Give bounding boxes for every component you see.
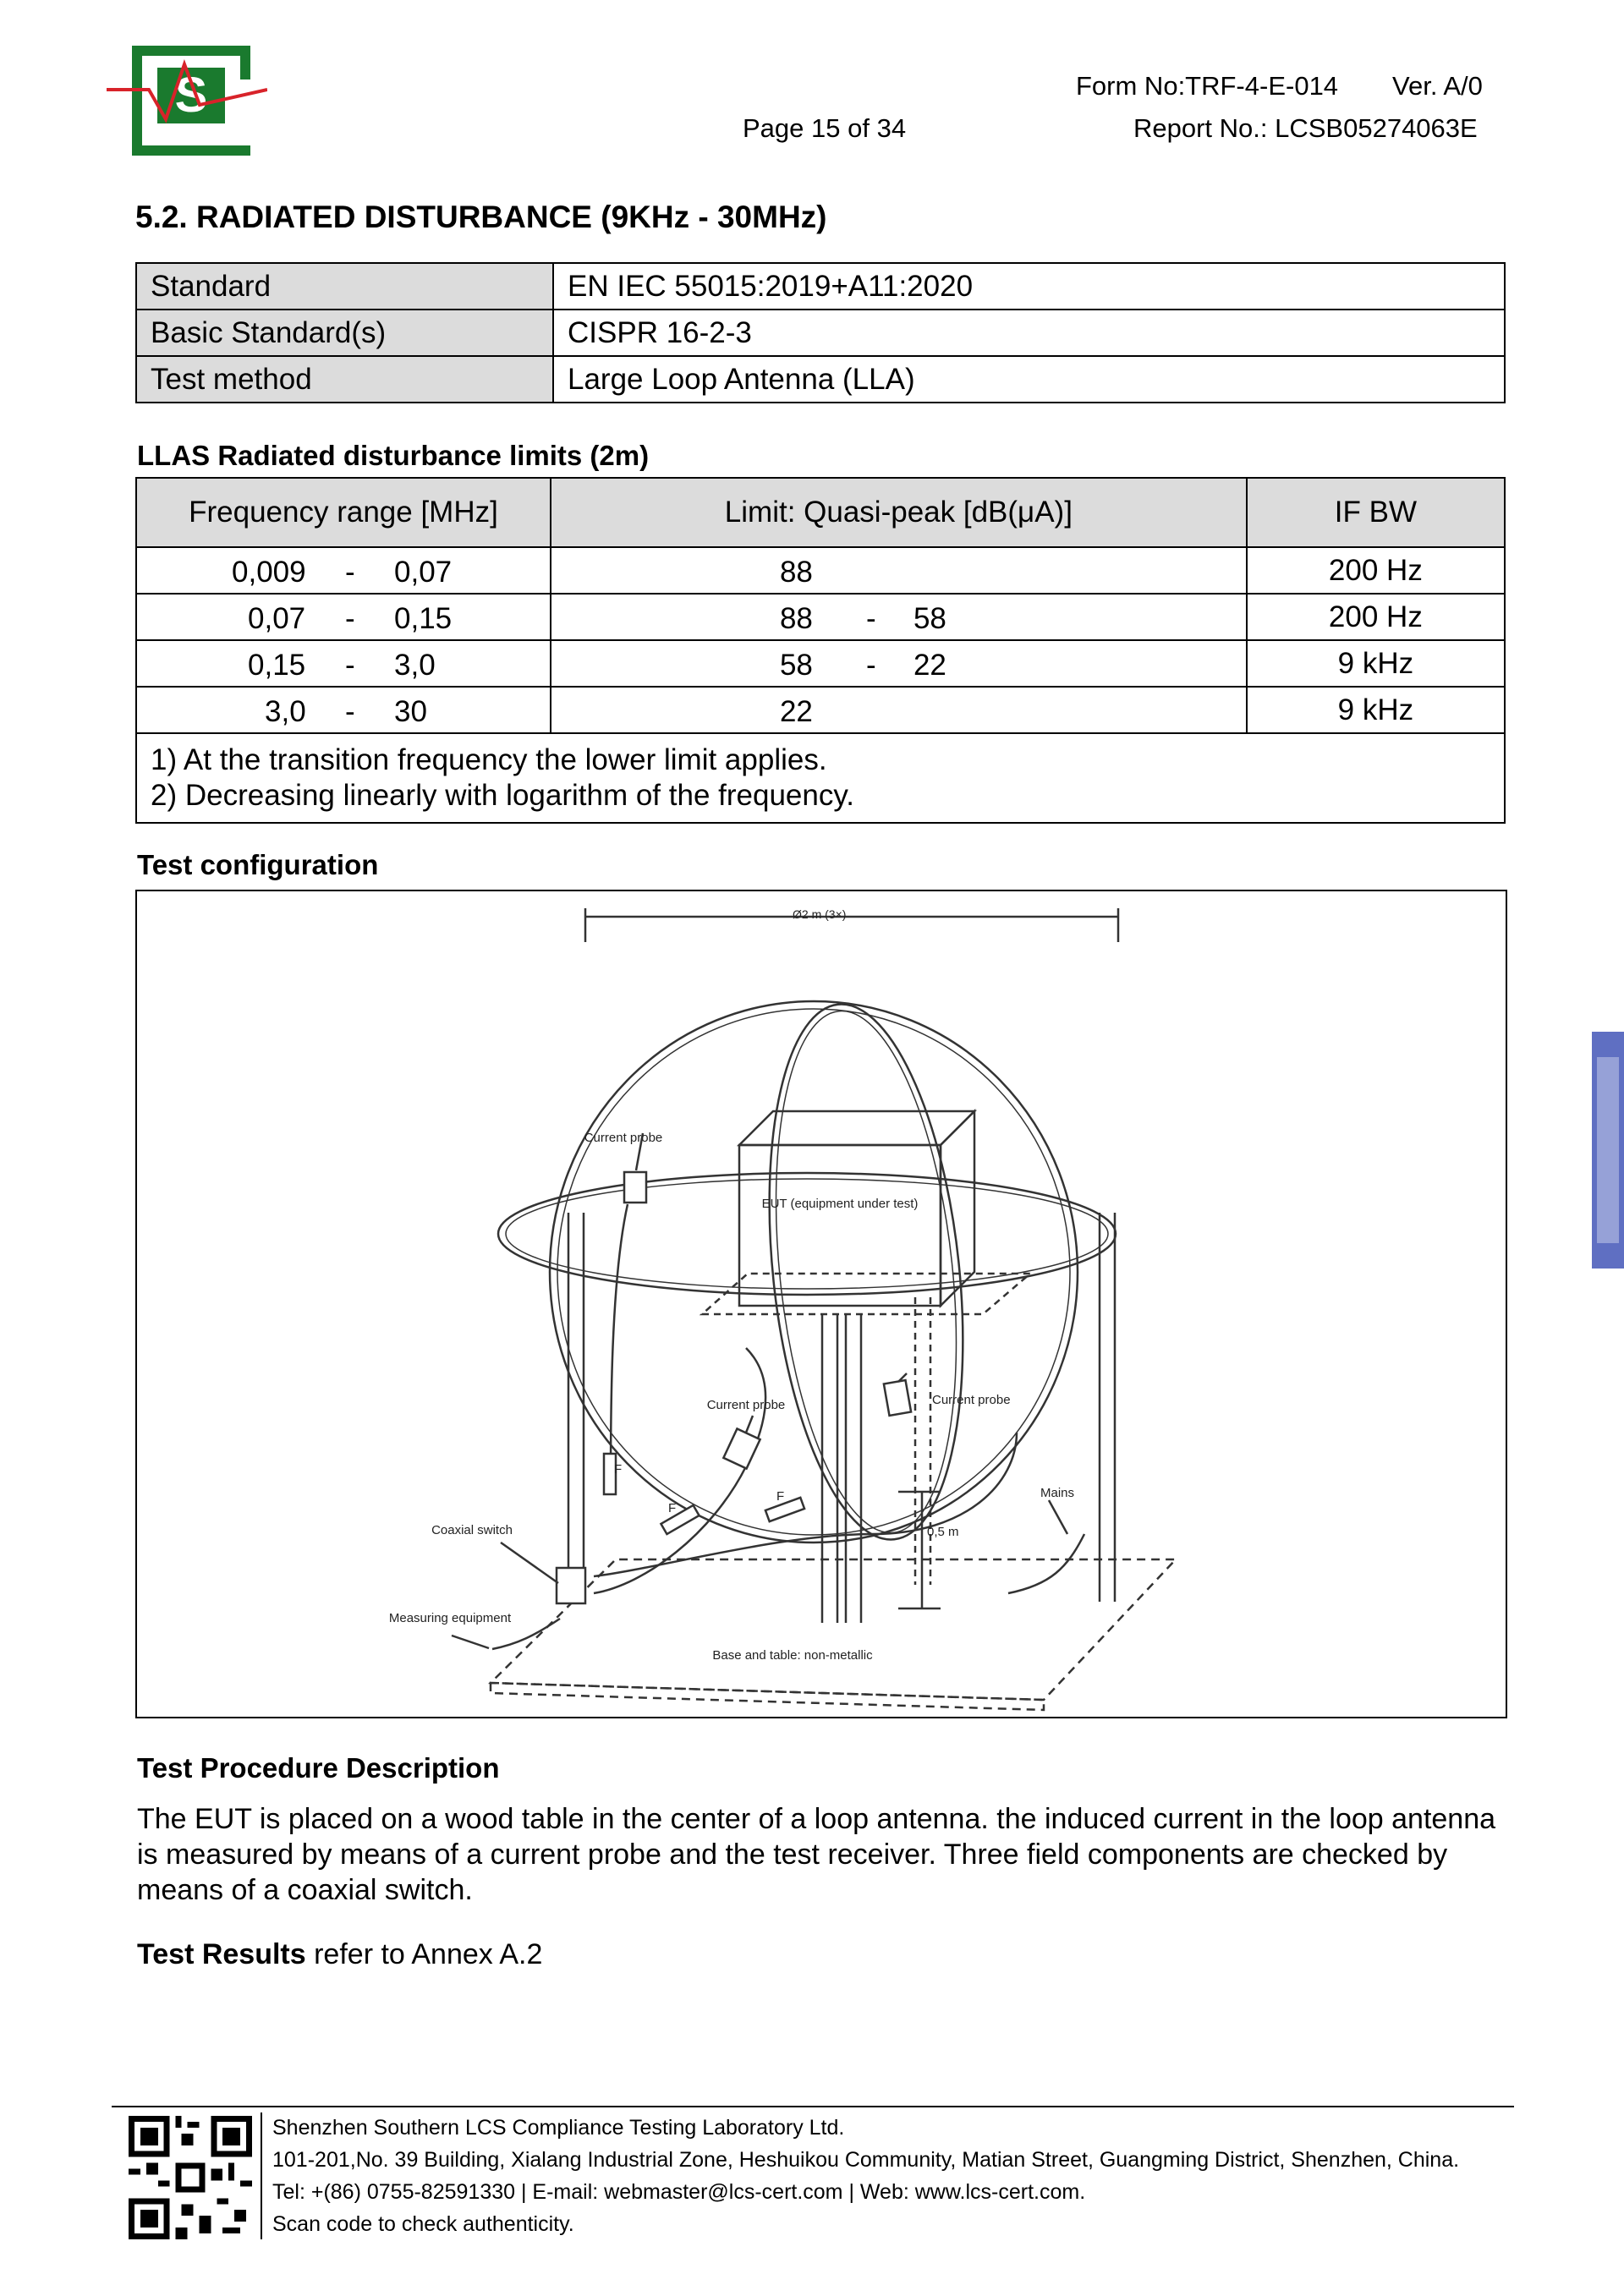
loop-antenna-1 [550,1001,1078,1543]
freq-from: 3,0 [265,695,306,728]
table-notes-row [136,733,1505,823]
height-label: 0,5 m [927,1525,959,1539]
footer-address: 101-201,No. 39 Building, Xialang Industrial Zone, Heshuikou Community, Matian Street, Guangming District, Shenzhen, China. [272,2148,1460,2172]
current-probe-label-2: Current probe [706,1398,786,1412]
svg-text:S: S [174,68,208,123]
if-bw: 9 kHz [1247,640,1505,687]
freq-dash: - [345,556,355,589]
limit-from: 22 [779,695,813,728]
procedure-heading: Test Procedure Description [137,1752,500,1784]
limit-from: 58 [779,649,813,682]
report-number: Report No.: LCSB05274063E [1133,113,1478,143]
freq-from: 0,009 [232,556,306,589]
loop-antenna-2 [745,995,986,1549]
header-limit: Limit: Quasi-peak [dB(μA)] [551,478,1247,547]
mains-label: Mains [1040,1486,1075,1500]
standard-value: EN IEC 55015:2019+A11:2020 [553,263,1505,310]
limit-to: 58 [913,602,946,635]
table-row [136,356,1505,403]
test-configuration-diagram [135,890,1507,1718]
limits-table [135,477,1506,824]
test-results-text: refer to Annex A.2 [305,1938,543,1970]
test-results-label: Test Results [137,1938,306,1970]
freq-dash: - [345,602,355,635]
table-row [136,594,1505,640]
header-if-bw: IF BW [1247,478,1505,547]
footer-scan-note: Scan code to check authenticity. [272,2212,574,2236]
qr-code[interactable] [129,2116,252,2239]
loop-antenna-drawing [137,891,1506,1717]
test-results-line [137,1938,542,1971]
basic-standard-label: Basic Standard(s) [136,310,553,356]
footer-contact: Tel: +(86) 0755-82591330 | E-mail: webmaster@lcs-cert.com | Web: www.lcs-cert.com. [272,2180,1086,2204]
limit-dash: - [865,602,876,635]
table-header-row [136,478,1505,547]
standard-label: Standard [136,263,553,310]
footer-vertical-divider [261,2112,262,2239]
base-table-label: Base and table: non-metallic [712,1648,873,1663]
form-number: Form No:TRF-4-E-014 [1076,71,1339,101]
freq-to: 0,07 [394,556,453,589]
freq-to: 0,15 [394,602,453,635]
coaxial-switch-label: Coaxial switch [431,1523,513,1537]
note-1: 1) At the transition frequency the lower limit applies. [151,743,827,776]
ferrite-label-3: F [776,1489,785,1504]
note-2: 2) Decreasing linearly with logarithm of the frequency. [151,779,854,812]
header-frequency: Frequency range [MHz] [136,478,551,547]
table-row [136,547,1505,594]
limit-to: 22 [913,649,946,682]
config-heading: Test configuration [137,849,379,880]
lcs-logo [107,39,267,162]
basic-standard-value: CISPR 16-2-3 [553,310,1505,356]
eut-label: EUT (equipment under test) [761,1197,919,1211]
freq-from: 0,07 [248,602,306,635]
form-version: Ver. A/0 [1392,71,1483,101]
freq-dash: - [345,695,355,728]
measuring-equipment-label: Measuring equipment [388,1611,512,1625]
limit-dash: - [865,649,876,682]
page-number: Page 15 of 34 [743,113,907,143]
freq-to: 30 [394,695,427,728]
side-stamp [1588,1032,1624,1269]
limits-heading: LLAS Radiated disturbance limits (2m) [137,440,650,471]
section-title: 5.2. RADIATED DISTURBANCE (9KHz - 30MHz) [135,200,827,234]
current-probe-label-1: Current probe [584,1131,663,1145]
table-row [136,263,1505,310]
test-method-label: Test method [136,356,553,403]
current-probe-label-3: Current probe [932,1393,1011,1407]
loop-antenna-3 [498,1173,1116,1295]
freq-from: 0,15 [248,649,306,682]
table-row [136,310,1505,356]
footer-company: Shenzhen Southern LCS Compliance Testing Laboratory Ltd. [272,2116,845,2140]
if-bw: 200 Hz [1247,594,1505,640]
if-bw: 9 kHz [1247,687,1505,733]
diameter-label: Ø2 m (3×) [793,907,847,921]
standards-table [135,262,1506,403]
freq-dash: - [345,649,355,682]
table-row [136,687,1505,733]
freq-to: 3,0 [394,649,436,682]
table-row [136,640,1505,687]
test-method-value: Large Loop Antenna (LLA) [553,356,1505,403]
limit-from: 88 [779,556,813,589]
ferrite-label-2: F [668,1501,677,1515]
if-bw: 200 Hz [1247,547,1505,594]
ferrite-label-1: F [614,1462,623,1477]
procedure-text: The EUT is placed on a wood table in the center of a loop antenna. the induced current in the loop antenna is measured by means of a current probe and the test receiver. Three field components are checked by means of a coaxial switch. [137,1803,1496,1906]
footer-divider-line [112,2106,1514,2107]
limit-from: 88 [779,602,813,635]
